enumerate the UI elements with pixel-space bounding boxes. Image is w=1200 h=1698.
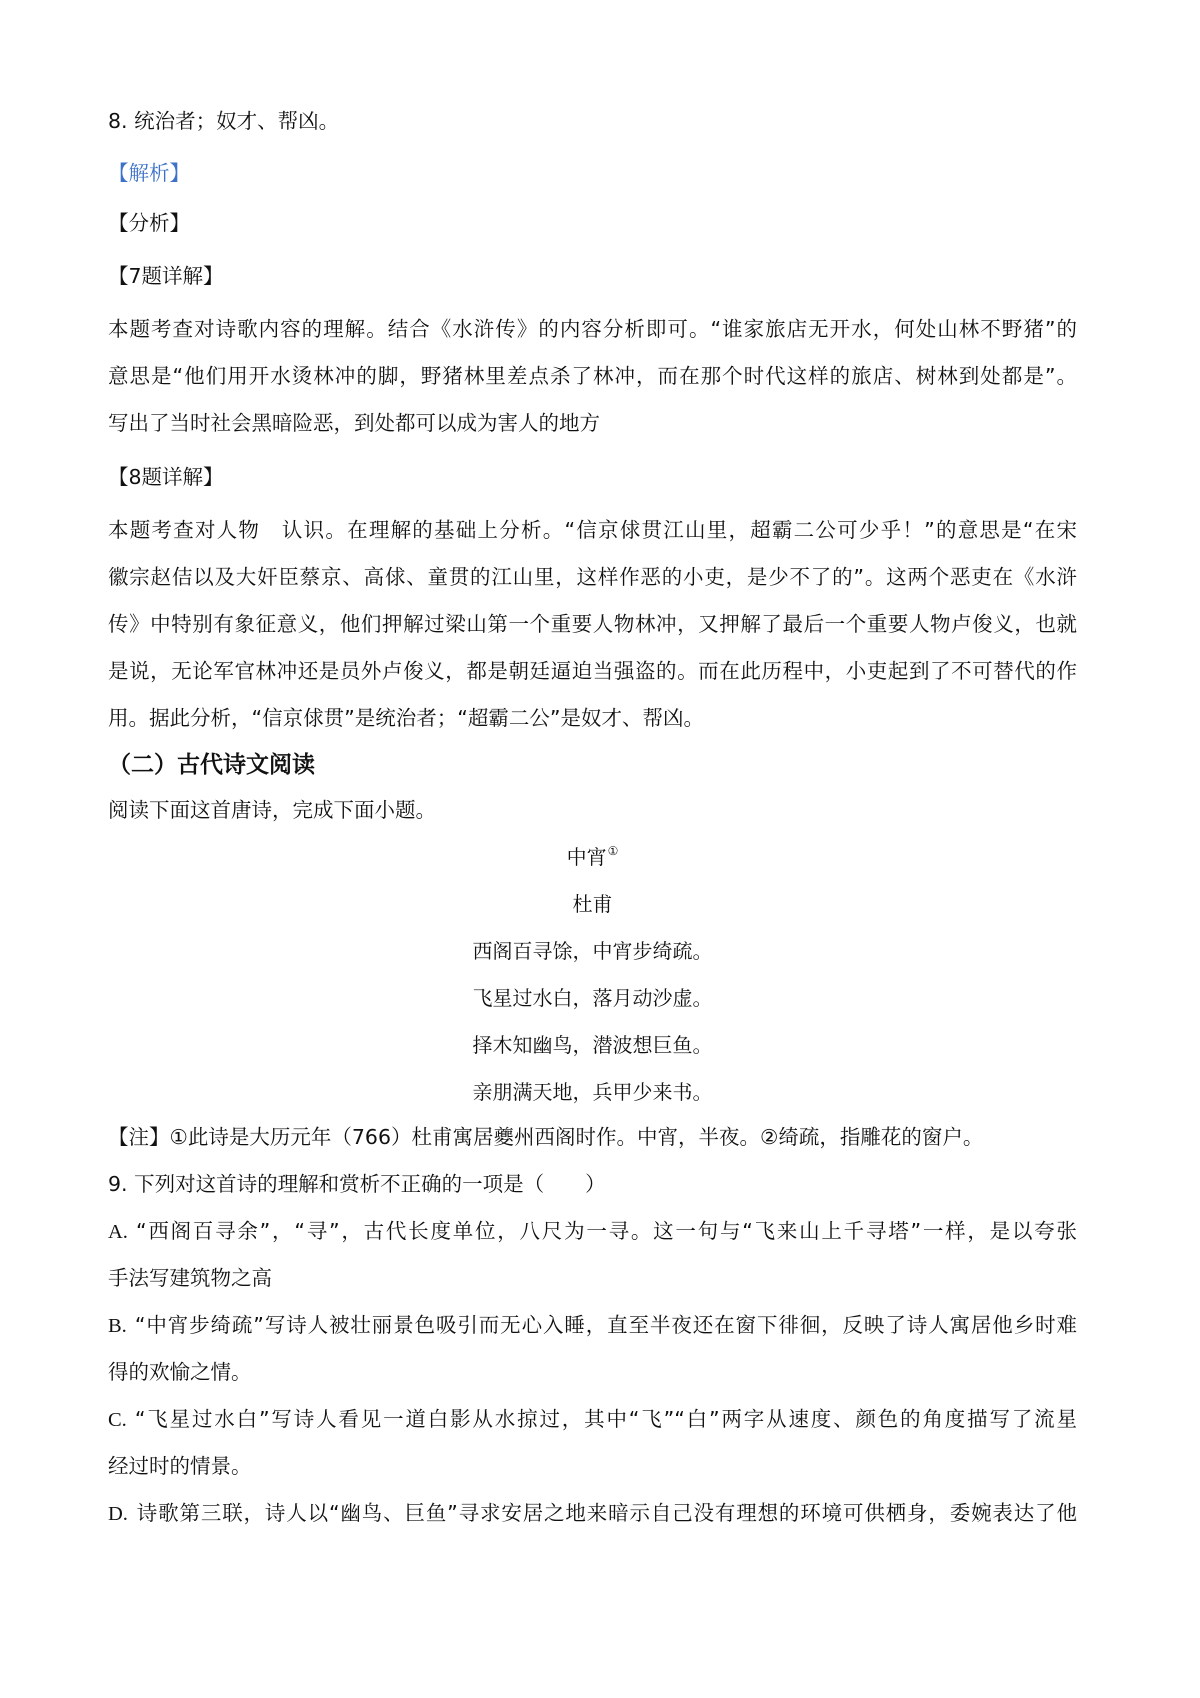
option-letter: B.: [108, 1315, 127, 1337]
section-intro: 阅读下面这首唐诗，完成下面小题。: [108, 798, 436, 822]
poem-title: 中宵: [566, 845, 607, 869]
paragraph-line: 用。据此分析，“信京俅贯”是统治者；“超霸二公”是奴才、帮凶。: [108, 706, 704, 730]
analysis-label-block: [108, 150, 1077, 197]
option-letter: A.: [108, 1221, 128, 1243]
option-text: “中宵步绮疏”写诗人被壮丽景色吸引而无心入睡，直至半夜还在窗下徘徊，反映了诗人寓居他乡时难: [134, 1313, 1077, 1337]
option-letter: C.: [108, 1409, 127, 1431]
detail-7-paragraph: [108, 306, 1077, 447]
option-b-continuation: 得的欢愉之情。: [108, 1360, 252, 1384]
section-title: （二）古代诗文阅读: [108, 752, 315, 778]
answer-8: [108, 98, 1077, 145]
detail-8-paragraph: [108, 507, 1077, 742]
poem-line: 择木知幽鸟，潜波想巨鱼。: [472, 1033, 713, 1057]
option-c-continuation: 经过时的情景。: [108, 1454, 252, 1478]
answer-8-text: 8. 统治者；奴才、帮凶。: [108, 109, 340, 133]
section-2-heading-block: [108, 742, 1077, 789]
detail-8-heading: 【8题详解】: [108, 465, 224, 489]
paragraph-line: 本题考查对人物 认识。在理解的基础上分析。“信京俅贯江山里，超霸二公可少乎！”的意思是“在宋: [108, 518, 1077, 542]
option-b-line: [108, 1302, 1077, 1349]
option-text: 诗歌第三联，诗人以“幽鸟、巨鱼”寻求安居之地来暗示自己没有理想的环境可供栖身，委婉表达了他: [135, 1501, 1077, 1525]
paragraph-line: 是说，无论军官林冲还是员外卢俊义，都是朝廷逼迫当强盗的。而在此历程中，小吏起到了不可替代的作: [108, 659, 1077, 683]
paragraph-line: 传》中特别有象征意义，他们押解过梁山第一个重要人物林冲，又押解了最后一个重要人物卢俊义，也就: [108, 612, 1077, 636]
poem-author: 杜甫: [572, 892, 613, 916]
poem-line: 飞星过水白，落月动沙虚。: [472, 986, 713, 1010]
option-d-line: [108, 1490, 1077, 1537]
poem: [108, 834, 1077, 1116]
option-letter: D.: [108, 1503, 128, 1525]
paragraph-line: 意思是“他们用开水烫林冲的脚，野猪林里差点杀了林冲，而在那个时代这样的旅店、树林到处都是”。: [108, 364, 1077, 388]
option-text: “西阁百寻余”，“寻”，古代长度单位，八尺为一寻。这一句与“飞来山上千寻塔”一样，是以夸张: [135, 1219, 1077, 1243]
option-text: “飞星过水白”写诗人看见一道白影从水掠过，其中“飞”“白”两字从速度、颜色的角度描写了流星: [134, 1407, 1077, 1431]
poem-title-line: [108, 834, 1077, 881]
detail-7-heading: 【7题详解】: [108, 264, 224, 288]
poem-line: 西阁百寻馀，中宵步绮疏。: [472, 939, 713, 963]
fenxi-label: 【分析】: [108, 211, 190, 235]
jiexi-label: 【解析】: [108, 161, 190, 185]
fenxi-block: [108, 200, 1077, 247]
detail-8-heading-block: [108, 454, 1077, 501]
poem-note: 【注】①此诗是大历元年（766）杜甫寓居夔州西阁时作。中宵，半夜。②绮疏，指雕花的窗户。: [108, 1125, 984, 1149]
option-a-line: [108, 1208, 1077, 1255]
option-c-line: [108, 1396, 1077, 1443]
question-9-stem: 9. 下列对这首诗的理解和赏析不正确的一项是（ ）: [108, 1172, 606, 1196]
poem-line: 亲朋满天地，兵甲少来书。: [472, 1080, 713, 1104]
section-2-intro-block: [108, 787, 1077, 834]
paragraph-line: 本题考查对诗歌内容的理解。结合《水浒传》的内容分析即可。“谁家旅店无开水，何处山林不野猪”的: [108, 317, 1077, 341]
question-9-block: [108, 1114, 1077, 1537]
paragraph-line: 徽宗赵佶以及大奸臣蔡京、高俅、童贯的江山里，这样作恶的小吏，是少不了的”。这两个恶吏在《水浒: [108, 565, 1077, 589]
option-a-continuation: 手法写建筑物之高: [108, 1266, 272, 1290]
detail-7-heading-block: [108, 253, 1077, 300]
footnote-mark: ①: [607, 844, 619, 858]
paragraph-line: 写出了当时社会黑暗险恶，到处都可以成为害人的地方: [108, 411, 600, 435]
